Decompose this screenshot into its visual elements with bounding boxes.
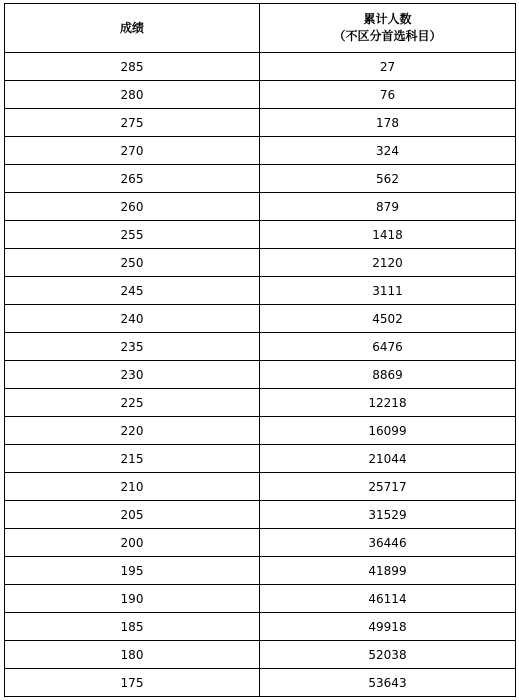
score-cell: 255 [5,221,260,249]
cumulative-count-cell: 25717 [260,473,516,501]
score-cell: 195 [5,557,260,585]
cumulative-count-cell: 49918 [260,613,516,641]
table-row [5,361,516,389]
score-cumulative-table [4,3,516,697]
table-row [5,305,516,333]
score-cell: 270 [5,137,260,165]
table-row [5,529,516,557]
table-row [5,81,516,109]
cumulative-count-cell: 53643 [260,669,516,697]
score-table-container [4,3,515,697]
score-cell: 180 [5,641,260,669]
cumulative-count-cell: 76 [260,81,516,109]
score-cell: 225 [5,389,260,417]
table-row [5,137,516,165]
cumulative-count-cell: 36446 [260,529,516,557]
table-row [5,221,516,249]
score-cell: 220 [5,417,260,445]
score-cell: 245 [5,277,260,305]
cumulative-count-cell: 21044 [260,445,516,473]
table-row [5,277,516,305]
score-cell: 275 [5,109,260,137]
table-row [5,557,516,585]
cumulative-count-cell: 8869 [260,361,516,389]
table-row [5,249,516,277]
table-header [5,4,516,53]
table-row [5,501,516,529]
table-row [5,53,516,81]
cumulative-count-cell: 4502 [260,305,516,333]
cumulative-count-cell: 46114 [260,585,516,613]
table-row [5,669,516,697]
table-row [5,165,516,193]
header-cumulative-note: （不区分首选科目） [333,29,442,43]
cumulative-count-cell: 879 [260,193,516,221]
table-body [5,53,516,697]
cumulative-count-cell: 562 [260,165,516,193]
score-cell: 190 [5,585,260,613]
score-cell: 280 [5,81,260,109]
header-score-label: 成绩 [119,20,144,35]
cumulative-count-cell: 12218 [260,389,516,417]
cumulative-count-cell: 2120 [260,249,516,277]
table-row [5,473,516,501]
header-score [5,4,260,53]
score-cell: 265 [5,165,260,193]
score-cell: 205 [5,501,260,529]
table-row [5,613,516,641]
table-row [5,109,516,137]
cumulative-count-cell: 324 [260,137,516,165]
score-cell: 175 [5,669,260,697]
header-row [5,4,516,53]
cumulative-count-cell: 6476 [260,333,516,361]
cumulative-count-cell: 1418 [260,221,516,249]
table-row [5,417,516,445]
score-cell: 285 [5,53,260,81]
table-row [5,193,516,221]
score-cell: 185 [5,613,260,641]
score-cell: 260 [5,193,260,221]
cumulative-count-cell: 27 [260,53,516,81]
cumulative-count-cell: 16099 [260,417,516,445]
header-cumulative [260,4,516,53]
table-row [5,445,516,473]
score-cell: 230 [5,361,260,389]
cumulative-count-cell: 3111 [260,277,516,305]
score-cell: 215 [5,445,260,473]
score-cell: 200 [5,529,260,557]
score-cell: 250 [5,249,260,277]
table-row [5,585,516,613]
table-row [5,641,516,669]
score-cell: 240 [5,305,260,333]
cumulative-count-cell: 52038 [260,641,516,669]
table-row [5,333,516,361]
cumulative-count-cell: 31529 [260,501,516,529]
cumulative-count-cell: 178 [260,109,516,137]
score-cell: 210 [5,473,260,501]
table-row [5,389,516,417]
cumulative-count-cell: 41899 [260,557,516,585]
header-cumulative-label: 累计人数 [363,12,412,26]
score-cell: 235 [5,333,260,361]
